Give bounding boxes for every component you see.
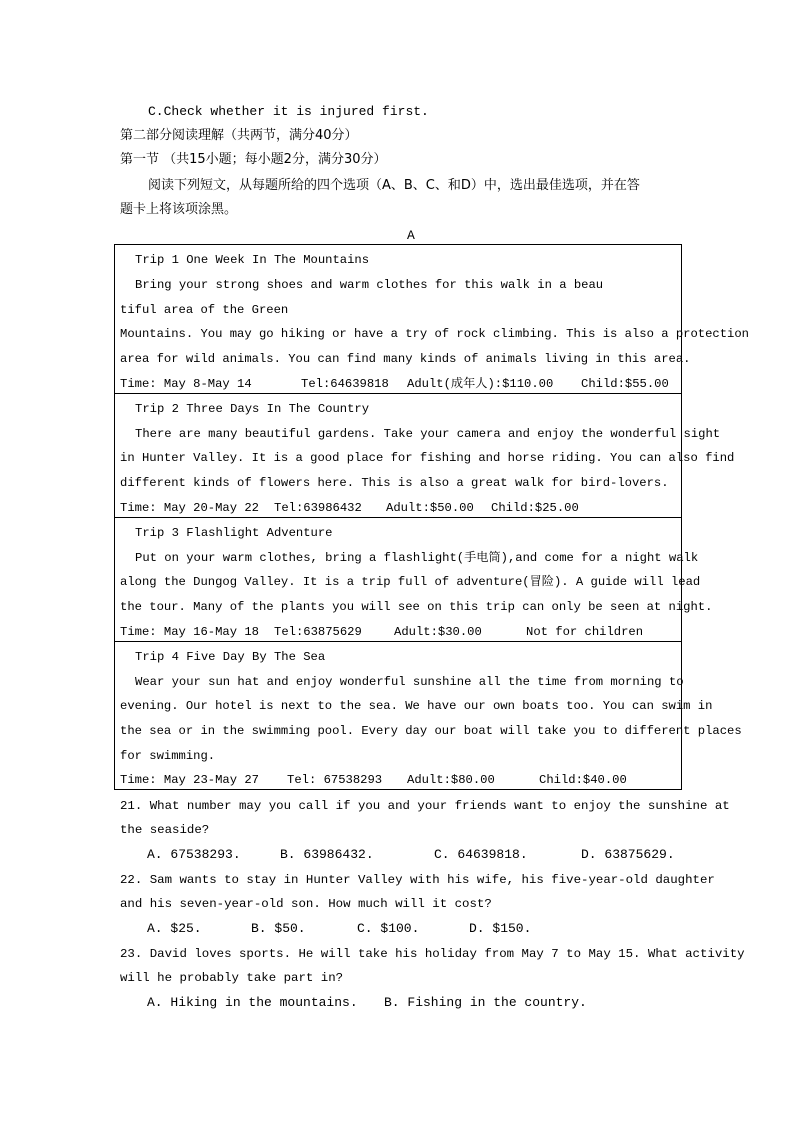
trip-3-tel: Tel:63875629 <box>274 625 362 639</box>
trip-1-desc-line: Bring your strong shoes and warm clothes for this walk in a beau <box>135 278 604 292</box>
trip-2-desc-line: There are many beautiful gardens. Take your camera and enjoy the wonderful sight <box>135 427 721 441</box>
question-21-stem-cont: the seaside? <box>120 823 210 837</box>
question-22-option-a: A. $25. <box>147 921 202 936</box>
question-22-option-b: B. $50. <box>251 921 306 936</box>
question-22-option-d: D. $150. <box>469 921 532 936</box>
trip-2-title: Trip 2 Three Days In The Country <box>135 402 370 416</box>
question-23-option-b: B. Fishing in the country. <box>384 995 587 1010</box>
trip-1-child-price: Child:$55.00 <box>581 377 669 391</box>
trip-2-time: Time: May 20-May 22 <box>120 501 259 515</box>
trip-3-desc-line: Put on your warm clothes, bring a flashlight(手电筒),and come for a night walk <box>135 551 699 565</box>
trip-4-desc-line: for swimming. <box>120 749 216 763</box>
trip-1-desc-line: Mountains. You may go hiking or have a try of rock climbing. This is also a protection <box>120 327 749 341</box>
question-21-option-d: D. 63875629. <box>581 847 675 862</box>
trip-1-time: Time: May 8-May 14 <box>120 377 252 391</box>
question-21-option-b: B. 63986432. <box>280 847 374 862</box>
trip-2-desc-line: in Hunter Valley. It is a good place for fishing and horse riding. You can also find <box>120 451 735 465</box>
trip-3-time: Time: May 16-May 18 <box>120 625 259 639</box>
trip-4-desc-line: Wear your sun hat and enjoy wonderful sunshine all the time from morning to <box>135 675 684 689</box>
trip-4-time: Time: May 23-May 27 <box>120 773 259 787</box>
question-23-stem: 23. David loves sports. He will take his holiday from May 7 to May 15. What activity <box>120 947 745 961</box>
section-heading: 第一节 （共15小题；每小题2分，满分30分） <box>120 152 387 167</box>
trips-table <box>114 244 749 790</box>
trip-3-desc-line: along the Dungog Valley. It is a trip full of adventure(冒险). A guide will lead <box>120 575 701 589</box>
trip-3-title: Trip 3 Flashlight Adventure <box>135 526 333 540</box>
trip-1-desc-line: area for wild animals. You can find many kinds of animals living in this area. <box>120 352 691 366</box>
trip-4-adult-price: Adult:$80.00 <box>407 773 495 787</box>
question-23-stem-cont: will he probably take part in? <box>120 971 344 985</box>
trip-2-desc-line: different kinds of flowers here. This is also a great walk for bird-lovers. <box>120 476 669 490</box>
trip-1-title: Trip 1 One Week In The Mountains <box>135 253 370 267</box>
trip-1-tel: Tel:64639818 <box>301 377 389 391</box>
trip-2-child-price: Child:$25.00 <box>491 501 579 515</box>
part-heading: 第二部分阅读理解（共两节，满分40分） <box>120 128 358 143</box>
previous-option-c: C.Check whether it is injured first. <box>148 104 429 119</box>
trip-1-adult-price: Adult(成年人):$110.00 <box>407 377 554 391</box>
trip-4-title: Trip 4 Five Day By The Sea <box>135 650 326 664</box>
passage-label: A <box>407 228 415 243</box>
trip-4-tel: Tel: 67538293 <box>287 773 383 787</box>
trip-4-desc-line: evening. Our hotel is next to the sea. We have our own boats too. You can swim in <box>120 699 713 713</box>
table-row-divider <box>115 393 681 394</box>
table-row-divider <box>115 517 681 518</box>
trip-3-desc-line: the tour. Many of the plants you will see on this trip can only be seen at night. <box>120 600 713 614</box>
trip-2-adult-price: Adult:$50.00 <box>386 501 474 515</box>
instructions-line-1: 阅读下列短文，从每题所给的四个选项（A、B、C、和D）中，选出最佳选项，并在答 <box>148 178 640 193</box>
table-row-divider <box>115 641 681 642</box>
trip-3-child-note: Not for children <box>526 625 644 639</box>
question-22-stem: 22. Sam wants to stay in Hunter Valley with his wife, his five-year-old daughter <box>120 873 715 887</box>
trip-2-tel: Tel:63986432 <box>274 501 362 515</box>
question-21-stem: 21. What number may you call if you and your friends want to enjoy the sunshine at <box>120 799 730 813</box>
trip-4-child-price: Child:$40.00 <box>539 773 627 787</box>
trip-3-adult-price: Adult:$30.00 <box>394 625 482 639</box>
instructions-line-2: 题卡上将该项涂黑。 <box>120 202 238 217</box>
question-22-option-c: C. $100. <box>357 921 420 936</box>
question-23-option-a: A. Hiking in the mountains. <box>147 995 358 1010</box>
question-21-option-c: C. 64639818. <box>434 847 528 862</box>
question-22-stem-cont: and his seven-year-old son. How much will it cost? <box>120 897 492 911</box>
question-21-option-a: A. 67538293. <box>147 847 241 862</box>
trip-1-desc-line: tiful area of the Green <box>120 303 289 317</box>
trip-4-desc-line: the sea or in the swimming pool. Every day our boat will take you to different places <box>120 724 742 738</box>
